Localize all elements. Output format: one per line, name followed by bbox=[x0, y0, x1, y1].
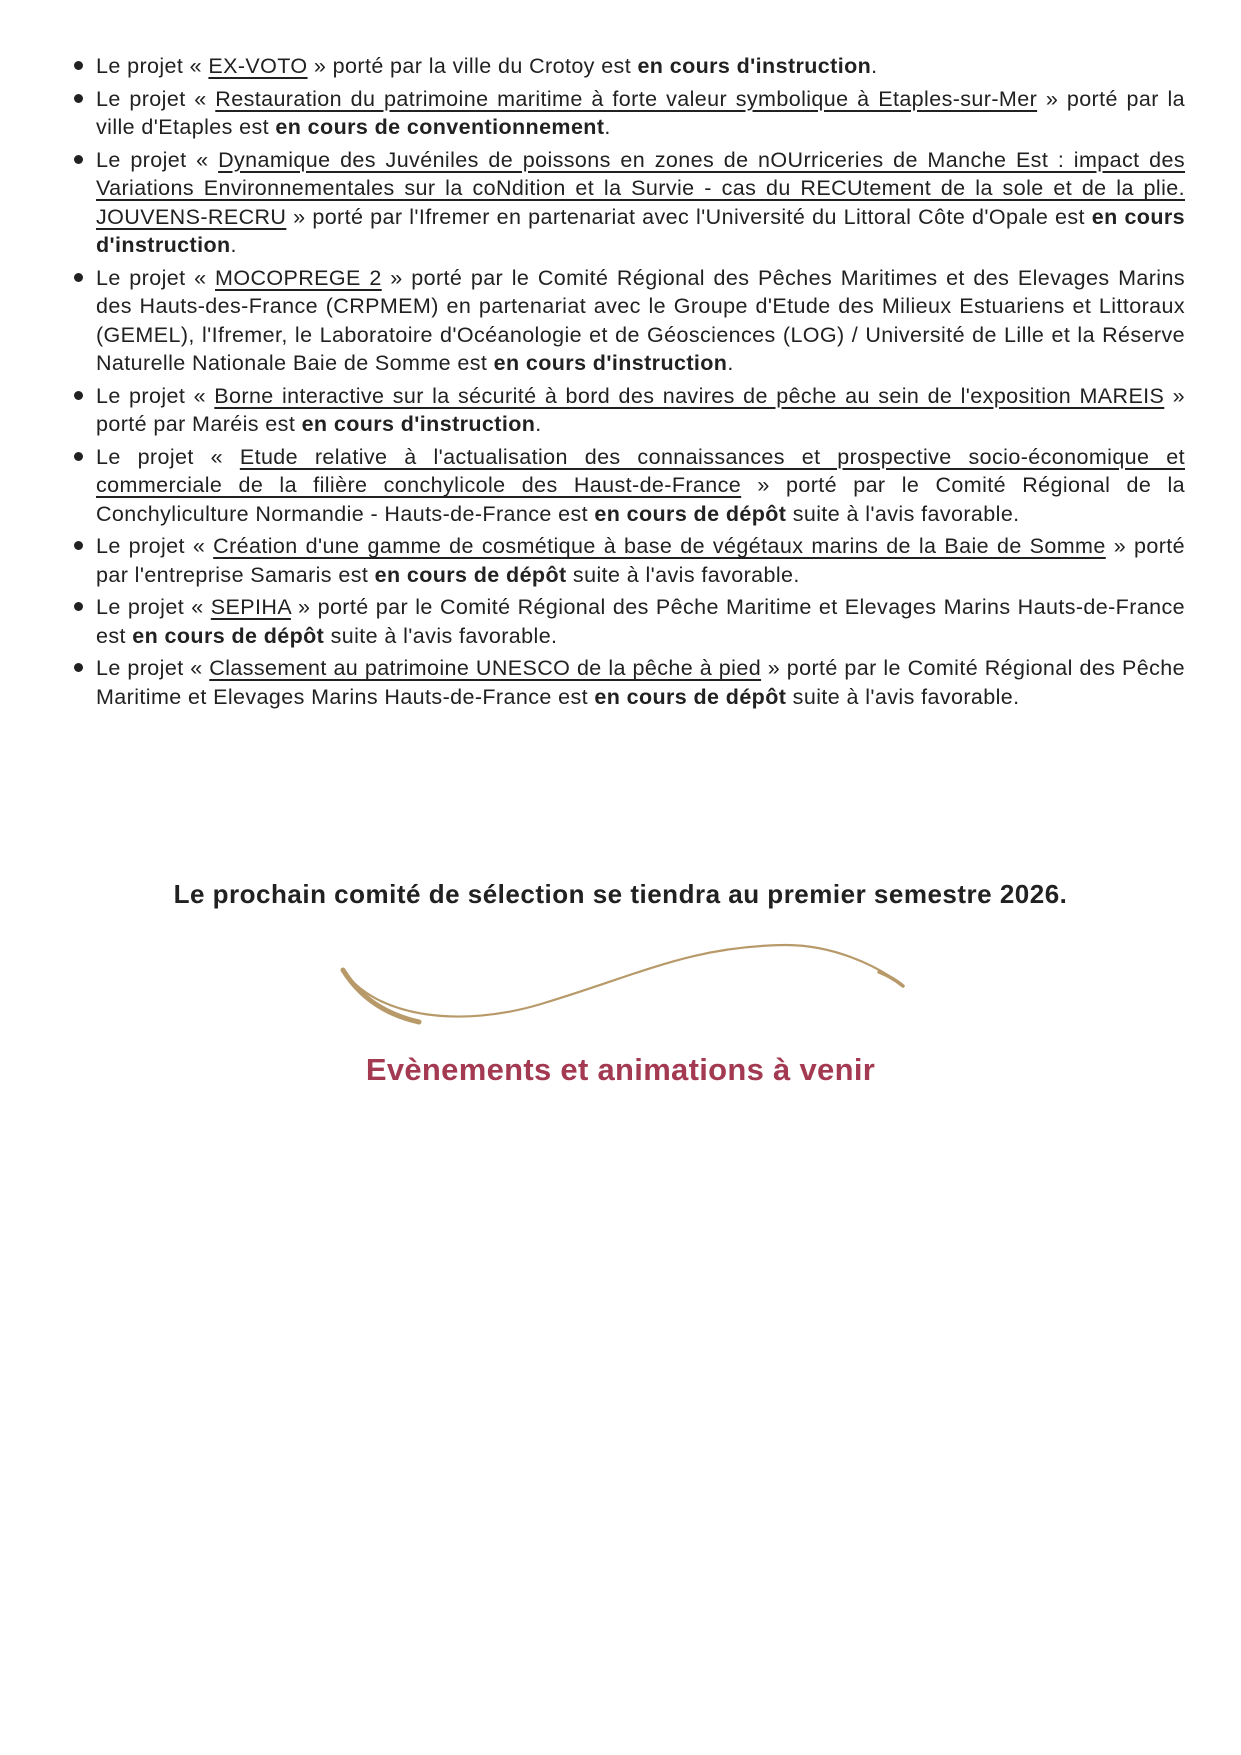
project-text: . bbox=[727, 351, 734, 375]
project-title-link[interactable]: Classement au patrimoine UNESCO de la pêche à pied bbox=[209, 656, 762, 680]
project-text: Le projet « bbox=[96, 383, 215, 408]
project-text: suite à l'avis favorable. bbox=[786, 501, 1020, 526]
swoosh-curve-icon bbox=[331, 936, 911, 1036]
project-list-item bbox=[96, 593, 1185, 650]
project-status: en cours de dépôt bbox=[594, 501, 787, 526]
project-title-link[interactable]: SEPIHA bbox=[210, 595, 291, 619]
project-text: suite à l'avis favorable. bbox=[324, 623, 558, 648]
project-status: en cours de dépôt bbox=[594, 684, 787, 709]
project-text: suite à l'avis favorable. bbox=[566, 562, 800, 587]
project-text: . bbox=[871, 54, 878, 78]
project-text: . bbox=[230, 233, 237, 257]
project-status: en cours d'instruction bbox=[96, 204, 1185, 257]
project-status: en cours de dépôt bbox=[374, 562, 567, 587]
project-text: Le projet « bbox=[96, 656, 210, 680]
project-text: Le projet « bbox=[96, 265, 216, 290]
project-text: . bbox=[535, 412, 542, 436]
project-text: » porté par l'entreprise Samaris est bbox=[96, 534, 1186, 587]
project-title-link[interactable]: Etude relative à l'actualisation des connaissances et prospective socio-économique et commerciale de la filière conchylicole des Haust-de-France bbox=[96, 444, 1185, 497]
project-list-item bbox=[96, 443, 1185, 529]
project-text: » porté par la ville du Crotoy est bbox=[307, 54, 638, 78]
project-status: en cours d'instruction bbox=[493, 351, 728, 375]
project-title-link[interactable]: Borne interactive sur la sécurité à bord des navires de pêche au sein de l'exposition MAREIS bbox=[214, 383, 1165, 408]
project-title-link[interactable]: MOCOPREGE 2 bbox=[215, 265, 382, 290]
projects-list bbox=[0, 52, 1241, 711]
project-list-item bbox=[96, 532, 1185, 589]
project-list-item bbox=[96, 654, 1185, 711]
project-text: » porté par le Comité Régional des Pêche Maritime et Elevages Marins Hauts-de-France est bbox=[96, 595, 1185, 648]
project-title-link[interactable]: Création d'une gamme de cosmétique à base de végétaux marins de la Baie de Somme bbox=[213, 534, 1106, 558]
bottom-section bbox=[0, 879, 1241, 1088]
project-list-item bbox=[96, 85, 1185, 142]
project-title-link[interactable]: Restauration du patrimoine maritime à forte valeur symbolique à Etaples-sur-Mer bbox=[215, 86, 1038, 111]
project-list-item bbox=[96, 52, 1185, 81]
project-text: » porté par le Comité Régional des Pêche Maritime et Elevages Marins Hauts-de-France est bbox=[96, 656, 1185, 709]
project-list-item bbox=[96, 382, 1185, 439]
project-list-item bbox=[96, 146, 1185, 260]
project-title-link[interactable]: Dynamique des Juvéniles de poissons en zones de nOUrriceries de Manche Est : impact des Variations Environnementales sur la coNdition et la Survie - cas du RECUtement de la sole et de la plie. JOUVENS-RECRU bbox=[96, 147, 1186, 229]
project-status: en cours de conventionnement bbox=[275, 115, 605, 139]
project-status: en cours d'instruction bbox=[301, 412, 536, 436]
project-text: suite à l'avis favorable. bbox=[786, 684, 1020, 709]
project-status: en cours d'instruction bbox=[637, 54, 872, 78]
events-section-heading: Evènements et animations à venir bbox=[365, 1052, 876, 1087]
project-text: Le projet « bbox=[96, 86, 216, 111]
project-text: Le projet « bbox=[96, 147, 219, 172]
project-text: Le projet « bbox=[96, 54, 209, 78]
project-list-item bbox=[96, 264, 1185, 378]
project-text: » porté par l'Ifremer en partenariat avec l'Université du Littoral Côte d'Opale est bbox=[286, 204, 1092, 229]
project-title-link[interactable]: EX-VOTO bbox=[208, 54, 308, 78]
project-text: » porté par le Comité Régional des Pêches Maritimes et des Elevages Marins des Hauts-des-France (CRPMEM) en partenariat avec le Groupe d'Etude des Milieux Estuariens et Littoraux (GEMEL), l'Ifremer, le Laboratoire d'Océanologie et de Géosciences (LOG) / Université de Lille et la Réserve Naturelle Nationale Baie de Somme est bbox=[96, 265, 1185, 375]
project-text: Le projet « bbox=[96, 444, 240, 469]
project-text: » porté par la ville d'Etaples est bbox=[96, 86, 1186, 139]
project-text: » porté par le Comité Régional de la Conchyliculture Normandie - Hauts-de-France est bbox=[96, 473, 1185, 526]
project-text: » porté par Maréis est bbox=[96, 383, 1185, 436]
next-committee-announcement: Le prochain comité de sélection se tiendra au premier semestre 2026. bbox=[173, 879, 1068, 909]
project-text: Le projet « bbox=[96, 595, 211, 619]
project-text: Le projet « bbox=[96, 534, 214, 558]
project-status: en cours de dépôt bbox=[132, 623, 325, 648]
swoosh-divider bbox=[331, 936, 911, 1036]
project-text: . bbox=[604, 115, 611, 139]
